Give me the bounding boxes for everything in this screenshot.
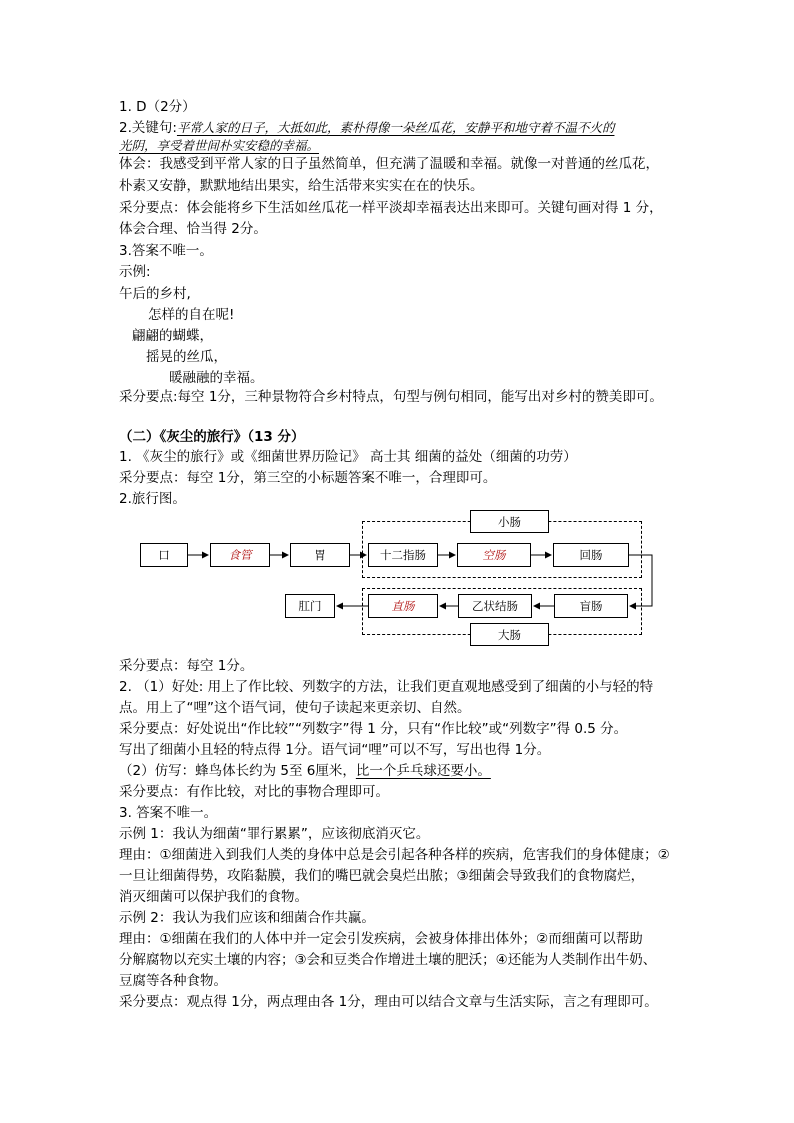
key-sentence-part1: 平常人家的日子，大抵如此，素朴得像一朵丝瓜花，安静平和地守着不温不火的	[176, 120, 615, 135]
scoring-line1: 采分要点：体会能将乡下生活如丝瓜花一样平淡却幸福表达出来即可。关键句画对得 1 分，	[119, 200, 663, 216]
s2-answer-2b-line2: 点。用上了“哩”这个语气词，使句子读起来更亲切、自然。	[119, 700, 471, 716]
tihui-line1: 体会：我感受到平常人家的日子虽然简单，但充满了温暖和幸福。就像一对普通的丝瓜花，	[119, 156, 659, 172]
organ-cecum: 盲肠	[554, 594, 628, 618]
organ-rectum: 直肠	[368, 594, 438, 618]
s2-scoring-2: 采分要点：每空 1分。	[119, 658, 254, 674]
imitation-answer: 比一个乒乓球还要小。	[355, 763, 491, 779]
scoring-line3: 采分要点:每空 1分，三种景物符合乡村特点，句型与例句相同，能写出对乡村的赞美即可。	[119, 389, 663, 405]
example-1-reason-1: 理由：①细菌进入到我们人类的身体中总是会引起各种各样的疾病，危害我们的身体健康；②	[119, 847, 670, 863]
organ-jejunum: 空肠	[457, 543, 531, 567]
organ-sigmoid-colon: 乙状结肠	[458, 594, 532, 618]
key-sentence-part2: 光阴，享受着世间朴实安稳的幸福。	[119, 138, 320, 153]
label-small-intestine: 小肠	[470, 510, 549, 533]
example-1: 示例 1：我认为细菌“罪行累累”，应该彻底消灭它。	[119, 826, 430, 842]
organ-esophagus: 食管	[210, 543, 270, 567]
example-1-reason-2: 一旦让细菌得势，攻陷黏膜，我们的嘴巴就会臭烂出脓；③细菌会导致我们的食物腐烂，	[119, 868, 645, 884]
s2-answer-1: 1. 《灰尘的旅行》或《细菌世界历险记》 高士其 细菌的益处（细菌的功劳）	[119, 449, 577, 465]
section-heading: （二）《灰尘的旅行》（13 分）	[119, 429, 305, 445]
example-2-reason-3: 豆腐等各种食物。	[119, 973, 227, 989]
arrow-ileum-cecum	[629, 555, 652, 606]
example-1-reason-3: 消灭细菌可以保护我们的食物。	[119, 889, 308, 905]
poem-line-2: 怎样的自在呢!	[148, 307, 235, 323]
answer-1: 1. D（2分）	[119, 99, 196, 115]
s2-scoring-6: 采分要点：观点得 1分，两点理由各 1分，理由可以结合文章与生活实际，言之有理即可。	[119, 994, 658, 1010]
organ-duodenum: 十二指肠	[368, 543, 438, 567]
example-2-reason-2: 分解腐物以充实土壤的内容；③会和豆类合作增进土壤的肥沃；④还能为人类制作出牛奶、	[119, 952, 657, 968]
s2-scoring-5: 采分要点：有作比较，对比的事物合理即可。	[119, 784, 389, 800]
example-2-reason-1: 理由：①细菌在我们的人体中并一定会引发疾病，会被身体排出体外；②而细菌可以帮助	[119, 931, 643, 947]
poem-line-4: 摇晃的丝瓜，	[146, 349, 227, 365]
imitation-prefix: （2）仿写：蜂鸟体长约为 5至 6厘米，	[119, 763, 356, 779]
s2-scoring-3: 采分要点：好处说出“作比较”“列数字”得 1 分，只有“作比较”或“列数字”得 0.5 分。	[119, 721, 628, 737]
imitation-line	[119, 761, 491, 781]
organ-anus: 肛门	[285, 594, 335, 618]
organ-ileum: 回肠	[553, 543, 629, 567]
s2-answer-2b-line1: 2. （1）好处: 用上了作比较、列数字的方法，让我们更直观地感受到了细菌的小与轻的特	[119, 679, 654, 695]
organ-mouth: 口	[140, 543, 188, 567]
s2-scoring-4: 写出了细菌小且轻的特点得 1分。语气词“哩”可以不写，写出也得 1分。	[119, 742, 551, 758]
organ-stomach: 胃	[290, 543, 350, 567]
s2-answer-3: 3. 答案不唯一。	[119, 805, 218, 821]
example-2: 示例 2：我认为我们应该和细菌合作共赢。	[119, 910, 375, 926]
poem-line-5: 暖融融的幸福。	[169, 370, 264, 386]
s2-answer-2-label: 2.旅行图。	[119, 491, 186, 507]
poem-line-1: 午后的乡村,	[119, 286, 191, 302]
answer-2-prefix: 2.关键句:	[119, 120, 177, 136]
label-large-intestine: 大肠	[470, 623, 549, 646]
example-label: 示例:	[119, 264, 151, 280]
s2-scoring-1: 采分要点：每空 1分，第三空的小标题答案不唯一，合理即可。	[119, 470, 497, 486]
answer-3: 3.答案不唯一。	[119, 243, 213, 259]
poem-line-3: 翩翩的蝴蝶，	[132, 328, 213, 344]
tihui-line2: 朴素又安静，默默地结出果实，给生活带来实实在在的快乐。	[119, 178, 484, 194]
scoring-line2: 体会合理、恰当得 2分。	[119, 221, 267, 237]
